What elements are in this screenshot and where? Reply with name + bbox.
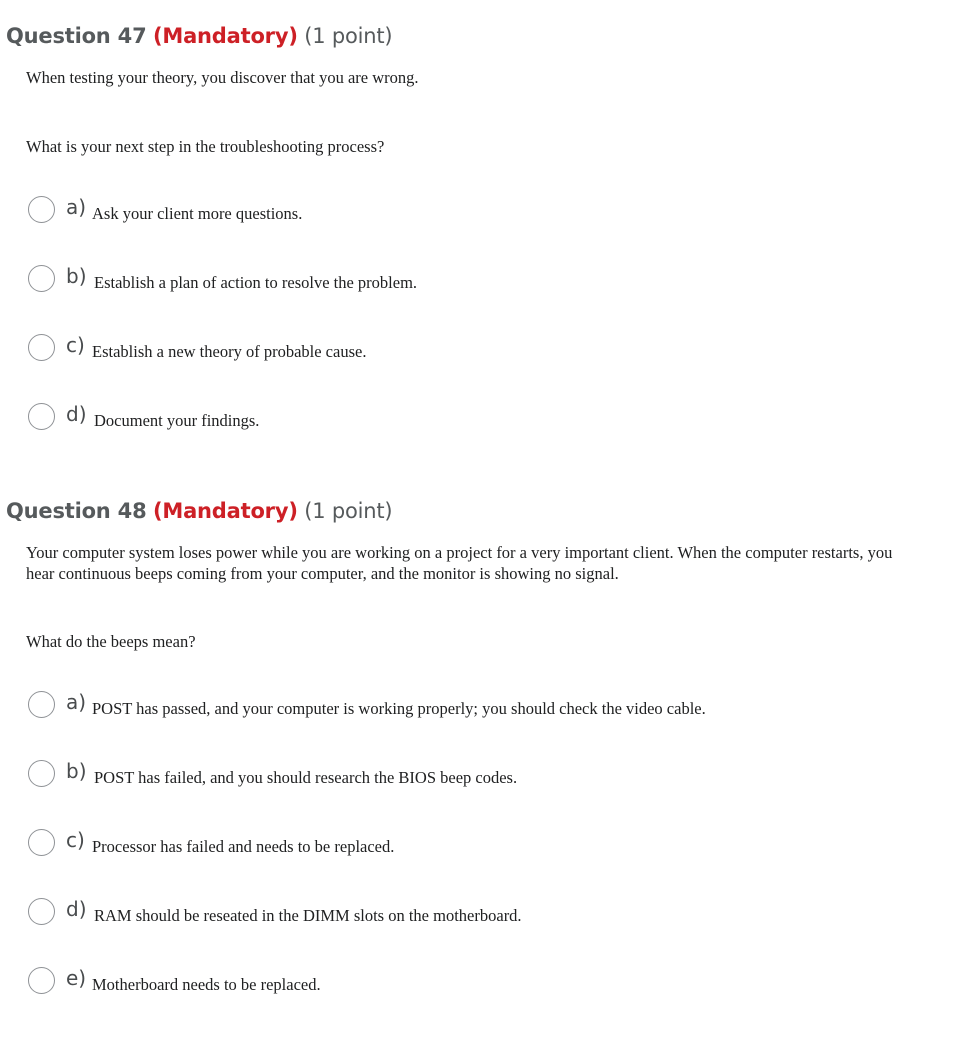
option-text: Establish a new theory of probable cause. — [92, 342, 367, 361]
question-prompt: What is your next step in the troubleshooting process? — [26, 137, 385, 156]
option-a[interactable] — [28, 691, 928, 731]
option-c[interactable] — [28, 334, 928, 374]
option-text: Document your findings. — [94, 411, 260, 430]
option-letter: c) — [66, 333, 85, 357]
points-label: (1 point) — [304, 499, 393, 523]
option-e[interactable] — [28, 967, 928, 1007]
option-text: Establish a plan of action to resolve the problem. — [94, 273, 418, 292]
option-letter: d) — [66, 402, 87, 426]
radio-button[interactable] — [28, 898, 55, 925]
question-text: Your computer system loses power while you are working on a project for a very important client. When the computer restarts, you hear continuous beeps coming from your computer, and the monitor is showing no signal. — [26, 543, 893, 583]
radio-button[interactable] — [28, 967, 55, 994]
question-prompt: What do the beeps mean? — [26, 632, 196, 651]
radio-button[interactable] — [28, 196, 55, 223]
radio-button[interactable] — [28, 760, 55, 787]
option-d[interactable] — [28, 898, 928, 938]
mandatory-label: (Mandatory) — [152, 499, 298, 523]
option-a[interactable] — [28, 196, 928, 236]
option-letter: d) — [66, 897, 87, 921]
option-text: RAM should be reseated in the DIMM slots on the motherboard. — [94, 906, 522, 925]
option-text: POST has passed, and your computer is working properly; you should check the video cable. — [92, 699, 706, 718]
option-letter: b) — [66, 264, 87, 288]
question-header — [6, 22, 392, 50]
points-label: (1 point) — [304, 24, 393, 48]
option-b[interactable] — [28, 760, 928, 800]
option-text: POST has failed, and you should research the BIOS beep codes. — [94, 768, 518, 787]
radio-button[interactable] — [28, 334, 55, 361]
question-text: When testing your theory, you discover that you are wrong. — [26, 68, 419, 87]
radio-button[interactable] — [28, 829, 55, 856]
mandatory-label: (Mandatory) — [152, 24, 298, 48]
radio-button[interactable] — [28, 403, 55, 430]
option-d[interactable] — [28, 403, 928, 443]
option-c[interactable] — [28, 829, 928, 869]
option-text: Motherboard needs to be replaced. — [92, 975, 321, 994]
option-letter: e) — [66, 966, 87, 990]
radio-button[interactable] — [28, 265, 55, 292]
option-letter: a) — [66, 690, 87, 714]
question-title: Question 48 — [6, 499, 147, 523]
question-header — [6, 497, 392, 525]
option-letter: b) — [66, 759, 87, 783]
option-text: Ask your client more questions. — [92, 204, 303, 223]
question-title: Question 47 — [6, 24, 147, 48]
option-text: Processor has failed and needs to be replaced. — [92, 837, 395, 856]
option-letter: a) — [66, 195, 87, 219]
radio-button[interactable] — [28, 691, 55, 718]
option-b[interactable] — [28, 265, 928, 305]
option-letter: c) — [66, 828, 85, 852]
